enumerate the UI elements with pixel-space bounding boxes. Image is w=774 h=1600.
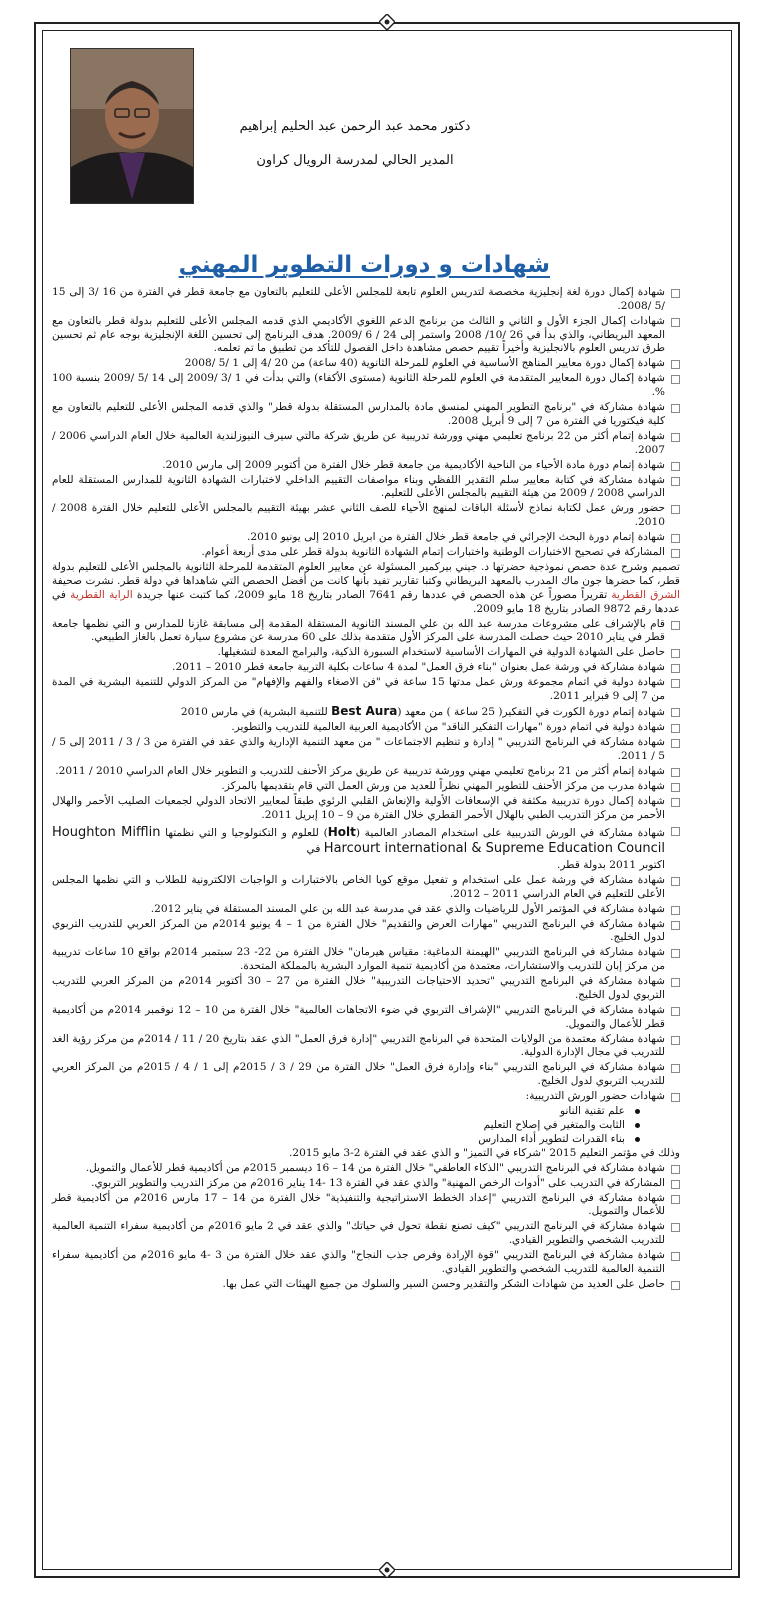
person-position: المدير الحالي لمدرسة الرويال كراون	[256, 153, 454, 168]
list-item-text: شهادة إتمام أكثر من 21 برنامج تعليمي مهني وورشة تدريبية عن طريق مركز الأحنف للتدريب و التطوير خلال العام الدراسي 2010 / 2011.	[55, 764, 665, 777]
header-block	[200, 110, 510, 178]
holt-text-c: في	[306, 842, 324, 855]
checkbox-icon	[671, 462, 680, 471]
checkbox-icon	[671, 877, 680, 886]
checkbox-icon	[671, 621, 680, 630]
checkbox-icon	[671, 1036, 680, 1045]
list-item-text: شهادات إكمال الجزء الأول و الثاني و الثالث من برنامج الدعم اللغوي الأكاديمي الذي قدمه المجلس الأعلى للتعليم بدولة قطر بالتعاون مع المعهد البريطاني، والذي بدأ في 26 /10/ 2008 واستمر إلى 24 / 6 /2009. هدف البرنامج إلى تحسين اللغة الإنجليزية بوجه عام ثم تحسين طرق تدريس العلوم بالانجليزية وأخيراً تقييم حصص مشاهدة داخل الفصول للتأكد من تطبيق ما تم تعلمه.	[52, 314, 666, 355]
checkbox-icon	[671, 1252, 680, 1261]
list-item	[52, 736, 680, 764]
list-item	[52, 824, 680, 873]
list-item	[52, 315, 680, 356]
certificates-list	[52, 286, 680, 1293]
list-item-text: المشاركة في تصحيح الاختبارات الوطنية واختبارات إتمام الشهادة الثانوية بدولة قطر على مدى أربعة أعوام.	[201, 546, 665, 559]
workshop-text: الثابت والمتغير في إصلاح التعليم	[483, 1119, 625, 1132]
list-item	[52, 357, 680, 371]
list-item	[52, 1177, 680, 1191]
list-item	[52, 1061, 680, 1089]
holt-brand: Holt	[327, 824, 356, 839]
checkbox-icon	[671, 1007, 680, 1016]
checkbox-icon	[671, 534, 680, 543]
list-item	[52, 918, 680, 946]
list-item-text: شهادة مشاركة في ورشة عمل على استخدام و تفعيل موقع كويا الخاص بالاختبارات و الواجبات الالكترونية للطلاب و التي نظمها المجلس الأعلى للتعليم في العام الدراسي 2011 – 2012.	[52, 873, 665, 900]
checkbox-icon	[671, 949, 680, 958]
design-text-c: في عددها رقم 9872 الصادر بتاريخ 18 مايو 2009.	[52, 588, 680, 615]
checkbox-icon	[671, 1195, 680, 1204]
design-text-a: تصميم وشرح عدة حصص نموذجية حضرتها د. جيني بيركمير المسئولة عن معايير العلوم المتقدمة للمرحلة الثانوية بالمجلس الأعلى للتعليم بدولة قطر، كما حضرها جون ماك المدرب بالمعهد البريطاني وكتبا تقارير تفيد بأنها كانت من أفضل الحصص التي شاهداها في دولة قطر. نشرت صحيفة	[52, 561, 680, 587]
design-paragraph	[52, 561, 680, 616]
person-name: دكتور محمد عبد الرحمن عبد الحليم إبراهيم	[239, 119, 471, 134]
checkbox-icon	[671, 783, 680, 792]
list-item	[52, 975, 680, 1003]
checkbox-icon	[671, 433, 680, 442]
workshop-text: بناء القدرات لتطوير أداء المدارس	[478, 1132, 625, 1145]
list-item-text: شهادة إكمال دورة تدريبية مكثفة في الإسعافات الأولية والإنعاش القلبي الرئوي طبقاً لمعايير الاتحاد الدولي لجمعيات الصليب الأحمر والهلال الأحمر من مركز التدريب الطبي بالهلال الأحمر القطري خلال الفترة من 9 – 10 إبريل 2011.	[52, 794, 665, 821]
checkbox-icon	[671, 798, 680, 807]
list-item-text: شهادة إكمال دورة المعايير المتقدمة في العلوم للمرحلة الثانوية (مستوى الأكفاء) والتي بدأت في 1 /3 /2009 إلى 14 /5 /2009 بنسبة 100 %.	[52, 372, 665, 399]
checkbox-icon	[671, 505, 680, 514]
list-item-text: شهادة إتمام أكثر من 22 برنامج تعليمي مهني وورشة تدريبية عن طريق شركة مالتي سيرف النيوزلندية العالمية خلال العام الدراسي 2006 / 2007.	[52, 429, 665, 456]
list-item	[52, 1090, 680, 1104]
list-item-text: شهادة إكمال دورة معايير المناهج الأساسية في العلوم للمرحلة الثانوية (40 ساعة) من 20 /4 إلى 1 /5 /2008	[184, 357, 665, 370]
checkbox-icon	[671, 289, 680, 298]
workshop-item	[52, 1119, 640, 1133]
list-item-text: حاصل على الشهادة الدولية في المهارات الأساسية لاستخدام السبورة الذكية، والبرامج المعدة لتشغيلها.	[217, 646, 665, 659]
list-item-text: شهادات حضور الورش التدريبية:	[525, 1090, 665, 1103]
checkbox-icon	[671, 318, 680, 327]
list-item-text: شهادة مشاركة في البرنامج التدريبي "تحديد الاحتياجات التدريبية" خلال الفترة من 27 – 30 أكتوبر 2014م من المركز العربي للتدريب التربوي لدول الخليج.	[52, 975, 665, 1001]
list-item	[52, 705, 680, 720]
list-item-text: شهادة دولية في اتمام دورة "مهارات التفكير الناقد" من الأكاديمية العربية العالمية للتدريب والتطوير.	[231, 721, 665, 734]
list-item-text: شهادة مشاركة في المؤتمر الأول للرياضيات والذي عقد في مدرسة عبد الله بن علي المسند المستقلة في يناير 2012.	[150, 902, 665, 915]
newspaper-name-1: الشرق القطرية	[611, 588, 680, 601]
list-item	[52, 646, 680, 660]
list-item	[52, 661, 680, 675]
aura-text-a: شهادة إتمام دورة الكورت في التفكير( 25 ساعة ) من معهد (	[397, 706, 665, 719]
checkbox-icon	[671, 664, 680, 673]
ornament-top-icon	[379, 14, 395, 30]
list-item	[52, 795, 680, 823]
list-item-text: شهادة مشاركة في البرنامج التدريبي "إعداد الخطط الاستراتيجية والتنفيذية" خلال الفترة من 14 – 17 مارس 2016م من أكاديمية قطر للأعمال والتمويل.	[52, 1191, 665, 1218]
list-item-text: شهادة مشاركة في كتابة معايير سلم التقدير اللفظي وبناء مواصفات التقييم الداخلي لاختبارات الشهادة الثانوية للمدارس المستقلة للعام الدراسي 2008 / 2009 من هيئة التقييم بالمجلس الأعلى للتعليم.	[52, 473, 665, 500]
list-item	[52, 618, 680, 646]
checkbox-icon	[671, 549, 680, 558]
newspaper-name-2: الراية القطرية	[70, 588, 133, 601]
list-item	[52, 1033, 680, 1061]
list-item-text: شهادة مشاركة في البرنامج التدريبي "كيف تصنع نقطة تحول في حياتك" والذي عقد في 2 مايو 2016م من أكاديمية سفراء التنمية العالمية للتدريب الشخصي والتطوير القيادي.	[52, 1220, 666, 1247]
list-item-text: شهادة مشاركة في البرنامج التدريبي "مهارات العرض والتقديم" خلال الفترة من 1 – 4 يونيو 2014م من المركز العربي للتدريب التربوي لدول الخليج.	[52, 917, 665, 944]
list-item-text: حاصل على العديد من شهادات الشكر والتقدير وحسن السير والسلوك من جميع الهيئات التي عمل بها.	[222, 1277, 665, 1290]
list-item-text: شهادة مشاركة في البرنامج التدريبي "الهيمنة الدماغية: مقياس هيرمان" خلال الفترة من 22- 23 سبتمبر 2014م بواقع 10 ساعات تدريبية من مركز إبان للتدريب والاستشارات، معتمدة من أكاديمية تنمية الموارد البشرية بالمملكة المتحدة.	[52, 946, 665, 973]
workshop-text: علم تقنية النانو	[559, 1105, 625, 1118]
list-item	[52, 401, 680, 429]
checkbox-icon	[671, 679, 680, 688]
ornament-bottom-icon	[379, 1562, 395, 1578]
list-item	[52, 903, 680, 917]
list-item-text: شهادة مشاركة في البرنامج التدريبي "الذكاء العاطفي" خلال الفترة من 14 – 16 ديسمبر 2015م من أكاديمية قطر للأعمال والتمويل.	[85, 1161, 665, 1174]
list-item	[52, 372, 680, 400]
checkbox-icon	[671, 827, 680, 836]
list-item-text: شهادة مشاركة في "برنامج التطوير المهني لمنسق مادة بالمدارس المستقلة بدولة قطر" والذي قدمه المجلس الأعلى للتعليم بالتعاون مع كلية فيكتوريا في الفترة من 7 إلى 9 أبريل 2008.	[52, 401, 665, 427]
checkbox-icon	[671, 921, 680, 930]
checkbox-icon	[671, 906, 680, 915]
list-item	[52, 676, 680, 704]
list-item	[52, 721, 680, 735]
list-item-text: شهادة إتمام دورة البحث الإجرائي في جامعة قطر خلال الفترة من ابريل 2010 إلى يونيو 2010.	[246, 531, 665, 544]
list-item	[52, 546, 680, 560]
workshop-item	[52, 1133, 640, 1147]
list-item-text: شهادة إكمال دورة لغة إنجليزية مخصصة لتدريس العلوم تابعة للمجلس الأعلى للتعليم بالتعاون مع جامعة قطر في الفترة من 16 /3 إلى 15 /5 /2008.	[52, 286, 665, 312]
list-item	[52, 1162, 680, 1176]
checkbox-icon	[671, 768, 680, 777]
list-item	[52, 765, 680, 779]
list-item	[52, 286, 680, 314]
list-item-text: شهادة إتمام دورة مادة الأحياء من الناحية الأكاديمية من جامعة قطر خلال الفترة من أكتوبر 2009 إلى مارس 2010.	[162, 458, 665, 471]
checkbox-icon	[671, 1064, 680, 1073]
checkbox-icon	[671, 1180, 680, 1189]
list-item	[52, 430, 680, 458]
bullet-icon	[635, 1137, 640, 1142]
holt-text-b: ) للعلوم و التكنولوجيا و التي نظمتها	[160, 826, 328, 839]
list-item-text: شهادة مشاركة في البرنامج التدريبي " إدارة و تنظيم الاجتماعات " من معهد التنمية الإدارية والذي عقد في الفترة من 3 / 3 / 2011 إلى 5 / 5 / 2011.	[52, 736, 665, 762]
list-item-text: شهادة دولية في اتمام مجموعة ورش عمل مدتها 15 ساعة في "فن الاصغاء والفهم والإفهام" من المركز الدولي للتنمية البشرية في المدة من 7 إلى 9 فبراير 2011.	[52, 676, 665, 703]
conference-note: وذلك في مؤتمر التعليم 2015 "شركاء في التميز" و الذي عقد في الفترة 2-3 مايو 2015.	[289, 1146, 680, 1159]
checkbox-icon	[671, 404, 680, 413]
bullet-icon	[635, 1123, 640, 1128]
list-item	[52, 474, 680, 502]
list-item	[52, 1220, 680, 1248]
list-item-text: قام بالإشراف على مشروعات مدرسة عبد الله بن علي المسند الثانوية المستقلة المقدمة إلى مسابقة غازنا للمدارس و التي نظمها جامعة قطر في يناير 2010 حيث حصلت المدرسة على المركز الأول متقدمة بذلك على 60 مدرسة عن مشروع سيارة تعمل بالغاز الطبيعي.	[52, 617, 665, 644]
checkbox-icon	[671, 477, 680, 486]
list-item-text: حضور ورش عمل لكتابة نماذج لأسئلة الباقات لمنهج الأحياء للصف الثاني عشر بهيئة التقييم بالمجلس الأعلى للتعليم خلال الفترة 2008 / 2010.	[52, 502, 665, 529]
checkbox-icon	[671, 375, 680, 384]
list-item	[52, 780, 680, 794]
checkbox-icon	[671, 1223, 680, 1232]
list-item-text: شهادة مشاركة في البرنامج التدريبي "الإشراف التربوي في ضوء الاتجاهات العالمية" خلال الفترة من 10 – 12 نوفمبر 2014م من أكاديمية قطر للأعمال والتمويل.	[52, 1003, 665, 1030]
list-item-text: شهادة مشاركة في ورشة عمل بعنوان "بناء فرق العمل" لمدة 4 ساعات بكلية التربية جامعة قطر 2010 – 2011.	[172, 661, 665, 674]
checkbox-icon	[671, 724, 680, 733]
list-item-text: شهادة مشاركة في البرنامج التدريبي "قوة الإرادة وفرص جذب النجاح" والذي عقد خلال الفترة من 3 -4 مايو 2016م من أكاديمية سفراء التنمية العالمية للتدريب الشخصي والتطوير القيادي.	[52, 1249, 666, 1275]
aura-brand: Best Aura	[331, 704, 398, 719]
list-item-text: المشاركة في التدريب على "أدوات الرخص المهنية" والذي عقد في الفترة 13 -14 يناير 2016م من مركز التدريب والتطوير التربوي.	[91, 1176, 665, 1189]
list-item	[52, 1004, 680, 1032]
checkbox-icon	[671, 1281, 680, 1290]
list-item	[52, 874, 680, 902]
checkbox-icon	[671, 360, 680, 369]
list-item	[52, 459, 680, 473]
list-item	[52, 1249, 680, 1277]
bullet-icon	[635, 1109, 640, 1114]
design-text-b: تقريراً مصوراً عن هذه الحصص في عددها رقم 7641 الصادر بتاريخ 18 مايو 2009، كما كتبت عنها جريدة	[132, 588, 612, 601]
checkbox-icon	[671, 739, 680, 748]
list-item	[52, 531, 680, 545]
checkbox-icon	[671, 1165, 680, 1174]
list-item-text: شهادة مشاركة معتمدة من الولايات المتحدة في البرنامج التدريبي "إدارة فرق العمل" الذي عقد بتاريخ 20 / 11 / 2014م من مركز رؤية الغد للتدريب في مجال الإدارة الدولية.	[52, 1032, 665, 1059]
list-item	[52, 1278, 680, 1292]
list-item-text: شهادة مدرب من مركز الأحنف للتطوير المهني نظراً للعديد من ورش العمل التي قام بتقديمها بالمركز.	[221, 779, 665, 792]
aura-text-b: للتنمية البشرية) في مارس 2010	[180, 706, 332, 719]
checkbox-icon	[671, 1093, 680, 1102]
list-item	[52, 1192, 680, 1220]
checkbox-icon	[671, 649, 680, 658]
holt-text-a: شهادة مشاركة في الورش التدريبية على استخدام المصادر العالمية (	[355, 826, 665, 839]
checkbox-icon	[671, 708, 680, 717]
list-item	[52, 502, 680, 530]
profile-photo	[70, 48, 194, 204]
section-heading: شهادات و دورات التطوير المهني	[178, 252, 550, 278]
list-item	[52, 946, 680, 974]
checkbox-icon	[671, 978, 680, 987]
holt-text-d: اكتوبر 2011 بدولة قطر.	[556, 858, 665, 871]
list-item-text: شهادة مشاركة في البرنامج التدريبي "بناء وإدارة فرق العمل" خلال الفترة من 29 / 3 / 2015م إلى 1 / 4 / 2015م من المركز العربي للتدريب التربوي لدول الخليج.	[52, 1061, 666, 1088]
holt-english: Houghton Mifflin Harcourt international & Supreme Education Council	[52, 824, 665, 856]
workshop-item	[52, 1105, 640, 1119]
